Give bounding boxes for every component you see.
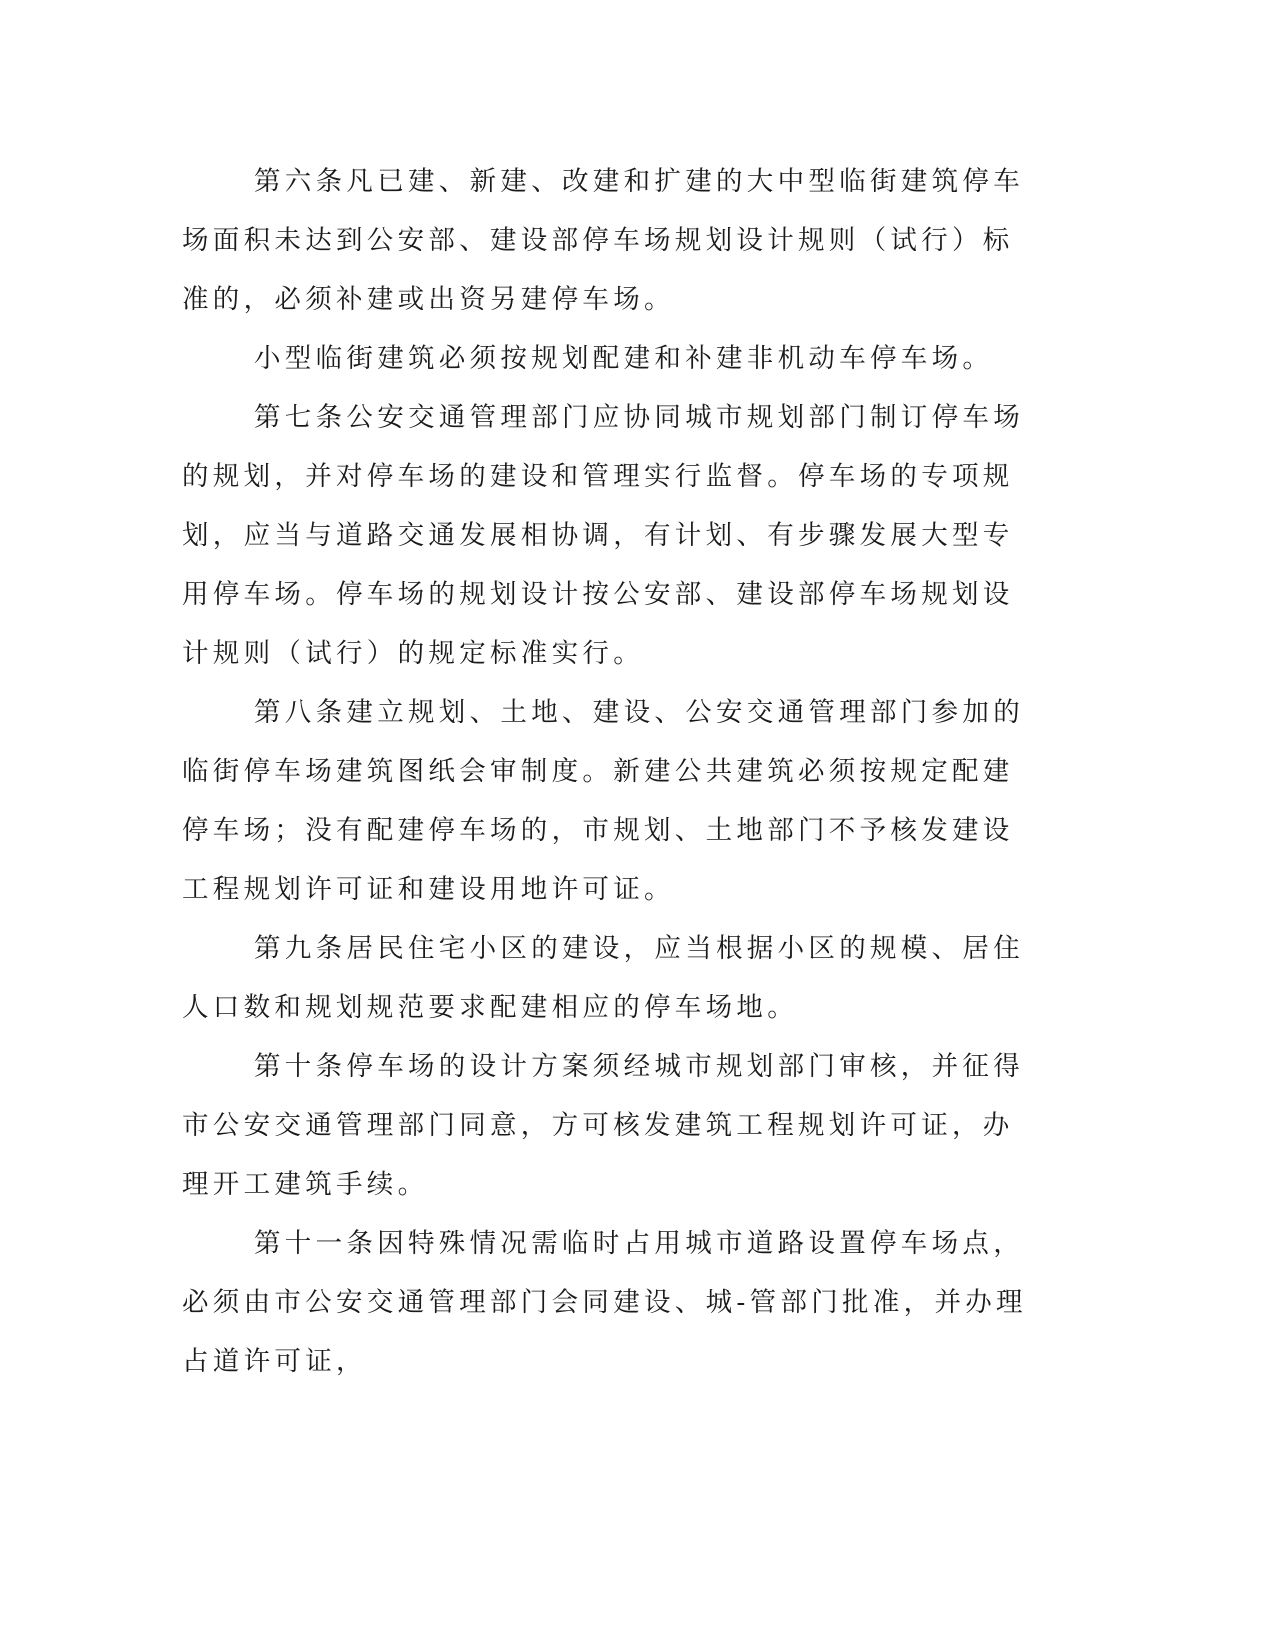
paragraph-article-6: 第六条凡已建、新建、改建和扩建的大中型临街建筑停车场面积未达到公安部、建设部停车场规划设计规则（试行）标准的，必须补建或出资另建停车场。: [182, 166, 1024, 315]
paragraph-article-10: 第十条停车场的设计方案须经城市规划部门审核，并征得市公安交通管理部门同意，方可核发建筑工程规划许可证，办理开工建筑手续。: [182, 1051, 1024, 1200]
paragraph-article-8: 第八条建立规划、土地、建设、公安交通管理部门参加的临街停车场建筑图纸会审制度。新建公共建筑必须按规定配建停车场；没有配建停车场的，市规划、土地部门不予核发建设工程规划许可证和建设用地许可证。: [182, 697, 1024, 905]
paragraph-small-buildings: 小型临街建筑必须按规划配建和补建非机动车停车场。: [254, 343, 994, 374]
paragraph-article-11: 第十一条因特殊情况需临时占用城市道路设置停车场点，必须由市公安交通管理部门会同建设、城-管部门批准，并办理占道许可证，: [182, 1228, 1027, 1377]
document-body: [182, 152, 1042, 1391]
paragraph-article-9: 第九条居民住宅小区的建设，应当根据小区的规模、居住人口数和规划规范要求配建相应的停车场地。: [182, 933, 1024, 1023]
paragraph-article-7: 第七条公安交通管理部门应协同城市规划部门制订停车场的规划，并对停车场的建设和管理实行监督。停车场的专项规划，应当与道路交通发展相协调，有计划、有步骤发展大型专用停车场。停车场的规划设计按公安部、建设部停车场规划设计规则（试行）的规定标准实行。: [182, 402, 1024, 669]
